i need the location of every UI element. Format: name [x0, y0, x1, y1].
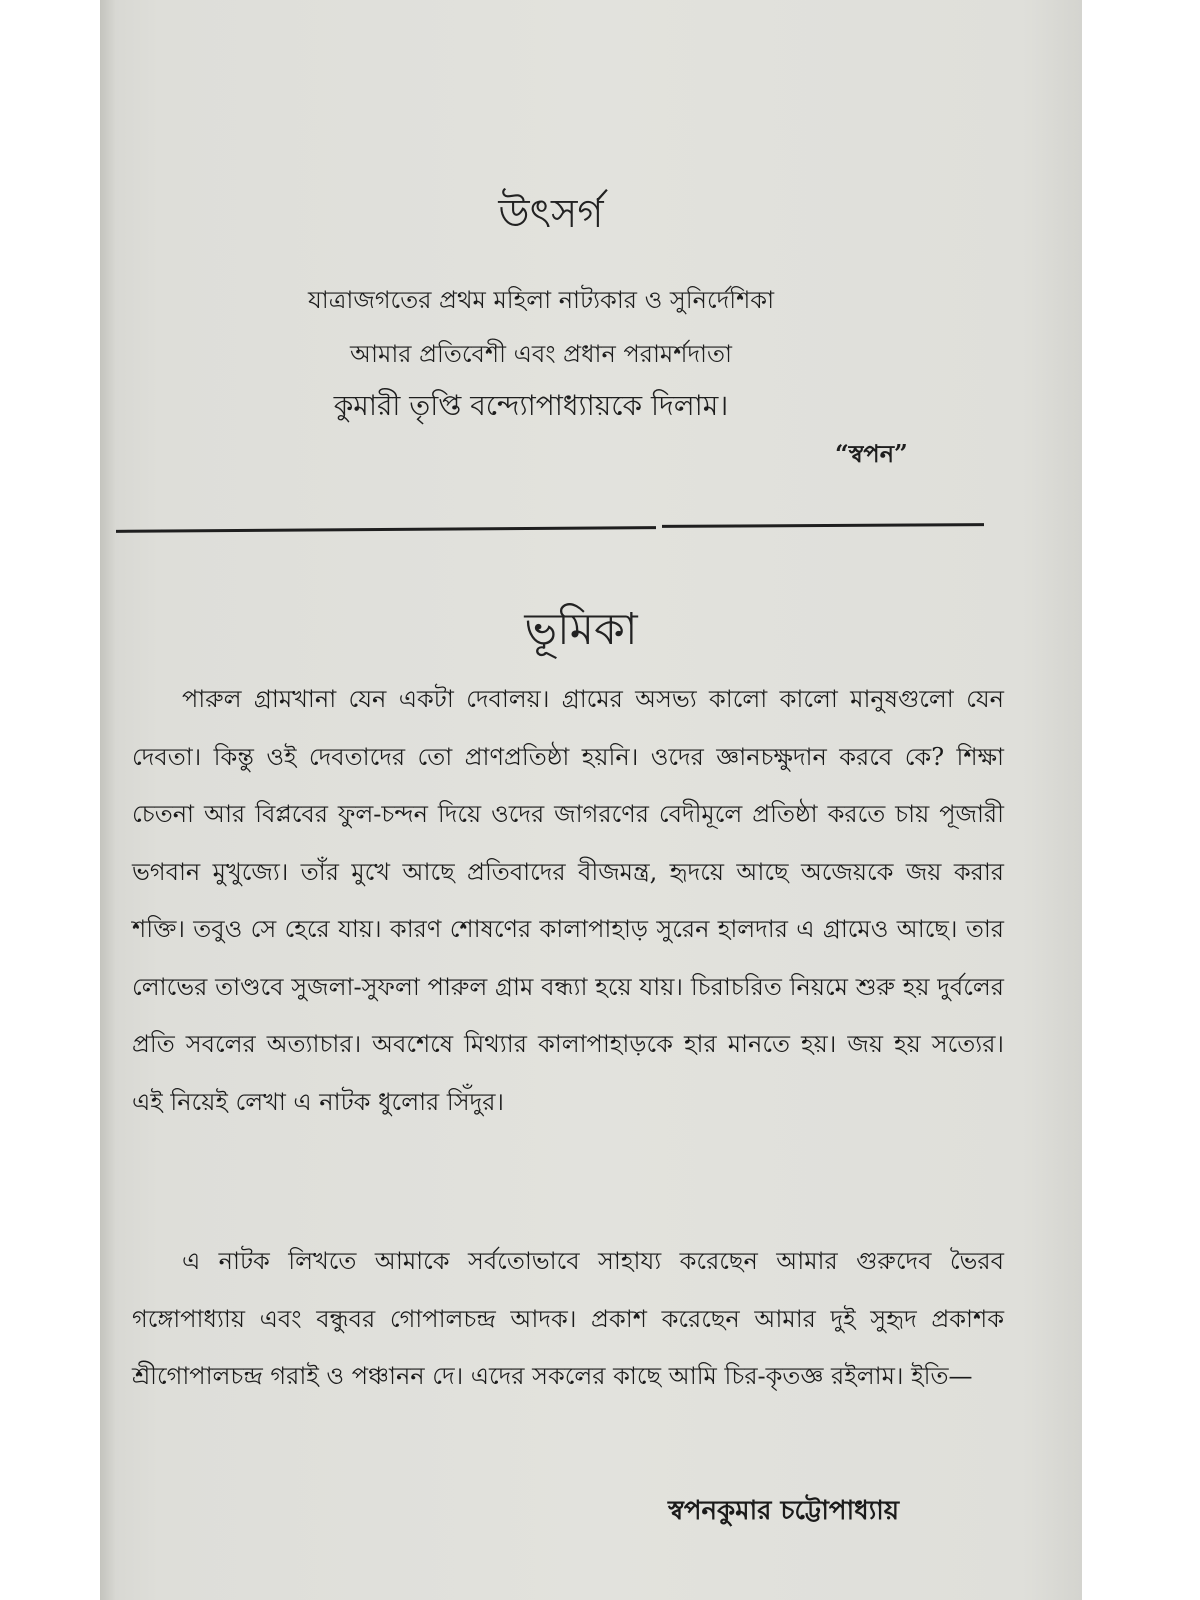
section-divider — [662, 523, 984, 528]
book-page — [100, 0, 1082, 1600]
dedication-line: যাত্রাজগতের প্রথম মহিলা নাট্যকার ও সুনির্দেশিকা — [307, 286, 775, 314]
dedication-line: আমার প্রতিবেশী এবং প্রধান পরামর্শদাতা — [350, 340, 732, 368]
dedication-title: উৎসর্গ — [498, 191, 604, 237]
dedication-line: কুমারী তৃপ্তি বন্দ্যোপাধ্যায়কে দিলাম। — [333, 389, 729, 422]
preface-title: ভূমিকা — [524, 604, 638, 655]
author-signature: স্বপনকুমার চট্টোপাধ্যায় — [668, 1496, 900, 1526]
preface-paragraph: পারুল গ্রামখানা যেন একটা দেবালয়। গ্রামের অসভ্য কালো কালো মানুষগুলো যেন দেবতা। কিন্তু ওই দেবতাদের তো প্রাণপ্রতিষ্ঠা হয়নি। ওদের জ্ঞানচক্ষুদান করবে কে? শিক্ষা চেতনা আর বিপ্লবের ফুল-চন্দন দিয়ে ওদের জাগরণের বেদীমূলে প্রতিষ্ঠা করতে চায় পূজারী ভগবান মুখুজ্যে। তাঁর মুখে আছে প্রতিবাদের বীজমন্ত্র, হৃদয়ে আছে অজেয়কে জয় করার শক্তি। তবুও সে হেরে যায়। কারণ শোষণের কালাপাহাড় সুরেন হালদার এ গ্রামেও আছে। তার লোভের তাণ্ডবে সুজলা-সুফলা পারুল গ্রাম বন্ধ্যা হয়ে যায়। চিরাচরিত নিয়মে শুরু হয় দুর্বলের প্রতি সবলের অত্যাচার। অবশেষে মিথ্যার কালাপাহাড়কে হার মানতে হয়। জয় হয় সত্যের। এই নিয়েই লেখা এ নাটক ধুলোর সিঁদুর। — [132, 685, 1004, 1116]
dedication-signature: “স্বপন” — [835, 439, 908, 468]
preface-paragraph: এ নাটক লিখতে আমাকে সর্বতোভাবে সাহায্য করেছেন আমার গুরুদেব ভৈরব গঙ্গোপাধ্যায় এবং বন্ধুবর গোপালচন্দ্র আদক। প্রকাশ করেছেন আমার দুই সুহৃদ প্রকাশক শ্রীগোপালচন্দ্র গরাই ও পঞ্চানন দে। এদের সকলের কাছে আমি চির-কৃতজ্ঞ রইলাম। ইতি— — [132, 1247, 1004, 1390]
section-divider — [116, 526, 656, 533]
